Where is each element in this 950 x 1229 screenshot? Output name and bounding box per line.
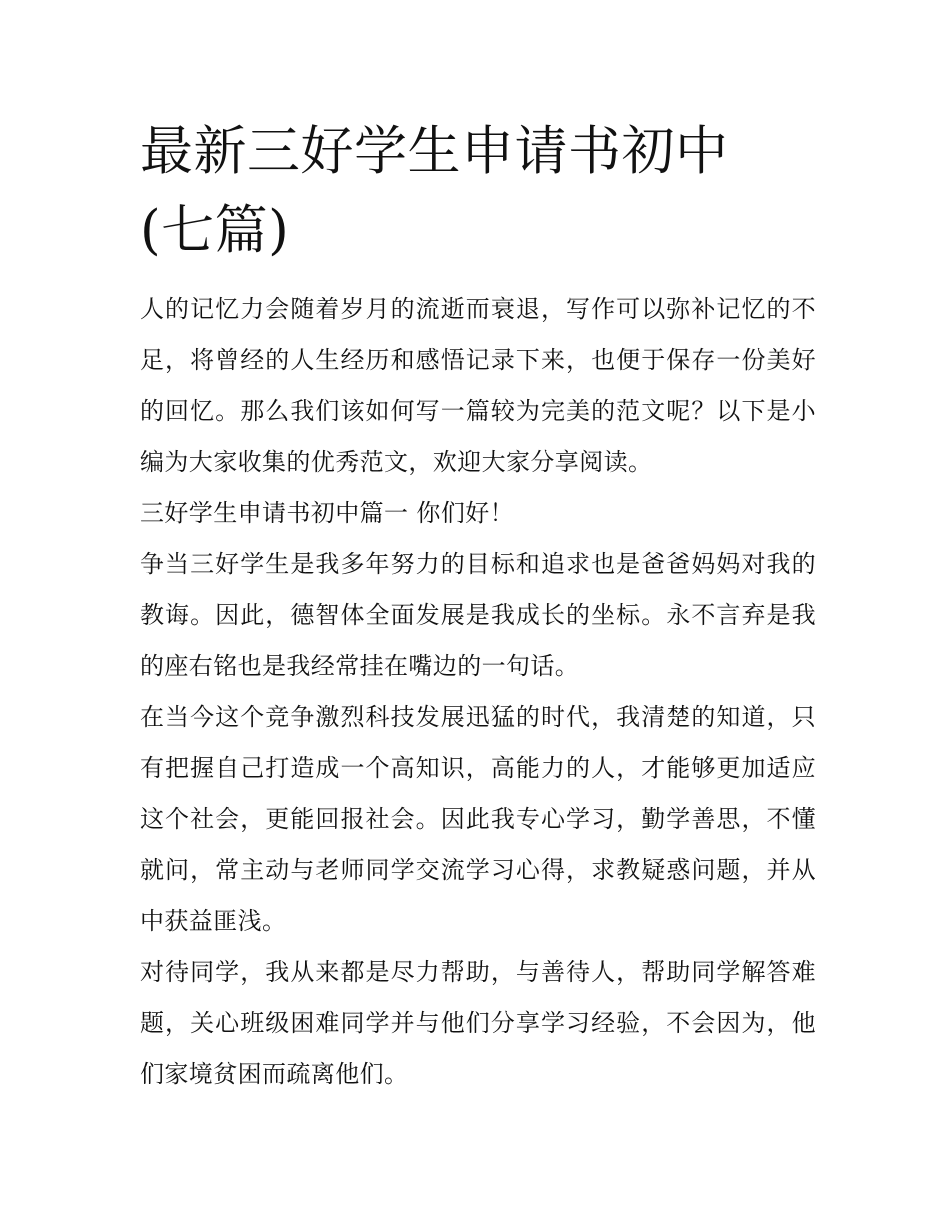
paragraph-study: 在当今这个竞争激烈科技发展迅猛的时代，我清楚的知道，只有把握自己打造成一个高知识，高能力的人，才能够更加适应这个社会，更能回报社会。因此我专心学习，勤学善思，不懂就问，常主动与老师同学交流学习心得，求教疑惑问题，并从中获益匪浅。	[140, 703, 816, 935]
paragraph-goal: 争当三好学生是我多年努力的目标和追求也是爸爸妈妈对我的教诲。因此，德智体全面发展是我成长的坐标。永不言弃是我的座右铭也是我经常挂在嘴边的一句话。	[140, 550, 816, 680]
paragraph-classmates: 对待同学，我从来都是尽力帮助，与善待人，帮助同学解答难题，关心班级困难同学并与他们分享学习经验，不会因为，他们家境贫困而疏离他们。	[140, 958, 816, 1088]
document-body	[140, 112, 816, 1100]
document-title: 最新三好学生申请书初中(七篇)	[140, 121, 729, 261]
paragraph-section-heading: 三好学生申请书初中篇一 你们好！	[140, 499, 515, 527]
paragraph-intro: 人的记忆力会随着岁月的流逝而衰退，写作可以弥补记忆的不足，将曾经的人生经历和感悟记录下来，也便于保存一份美好的回忆。那么我们该如何写一篇较为完美的范文呢？以下是小编为大家收集的优秀范文，欢迎大家分享阅读。	[140, 295, 816, 476]
